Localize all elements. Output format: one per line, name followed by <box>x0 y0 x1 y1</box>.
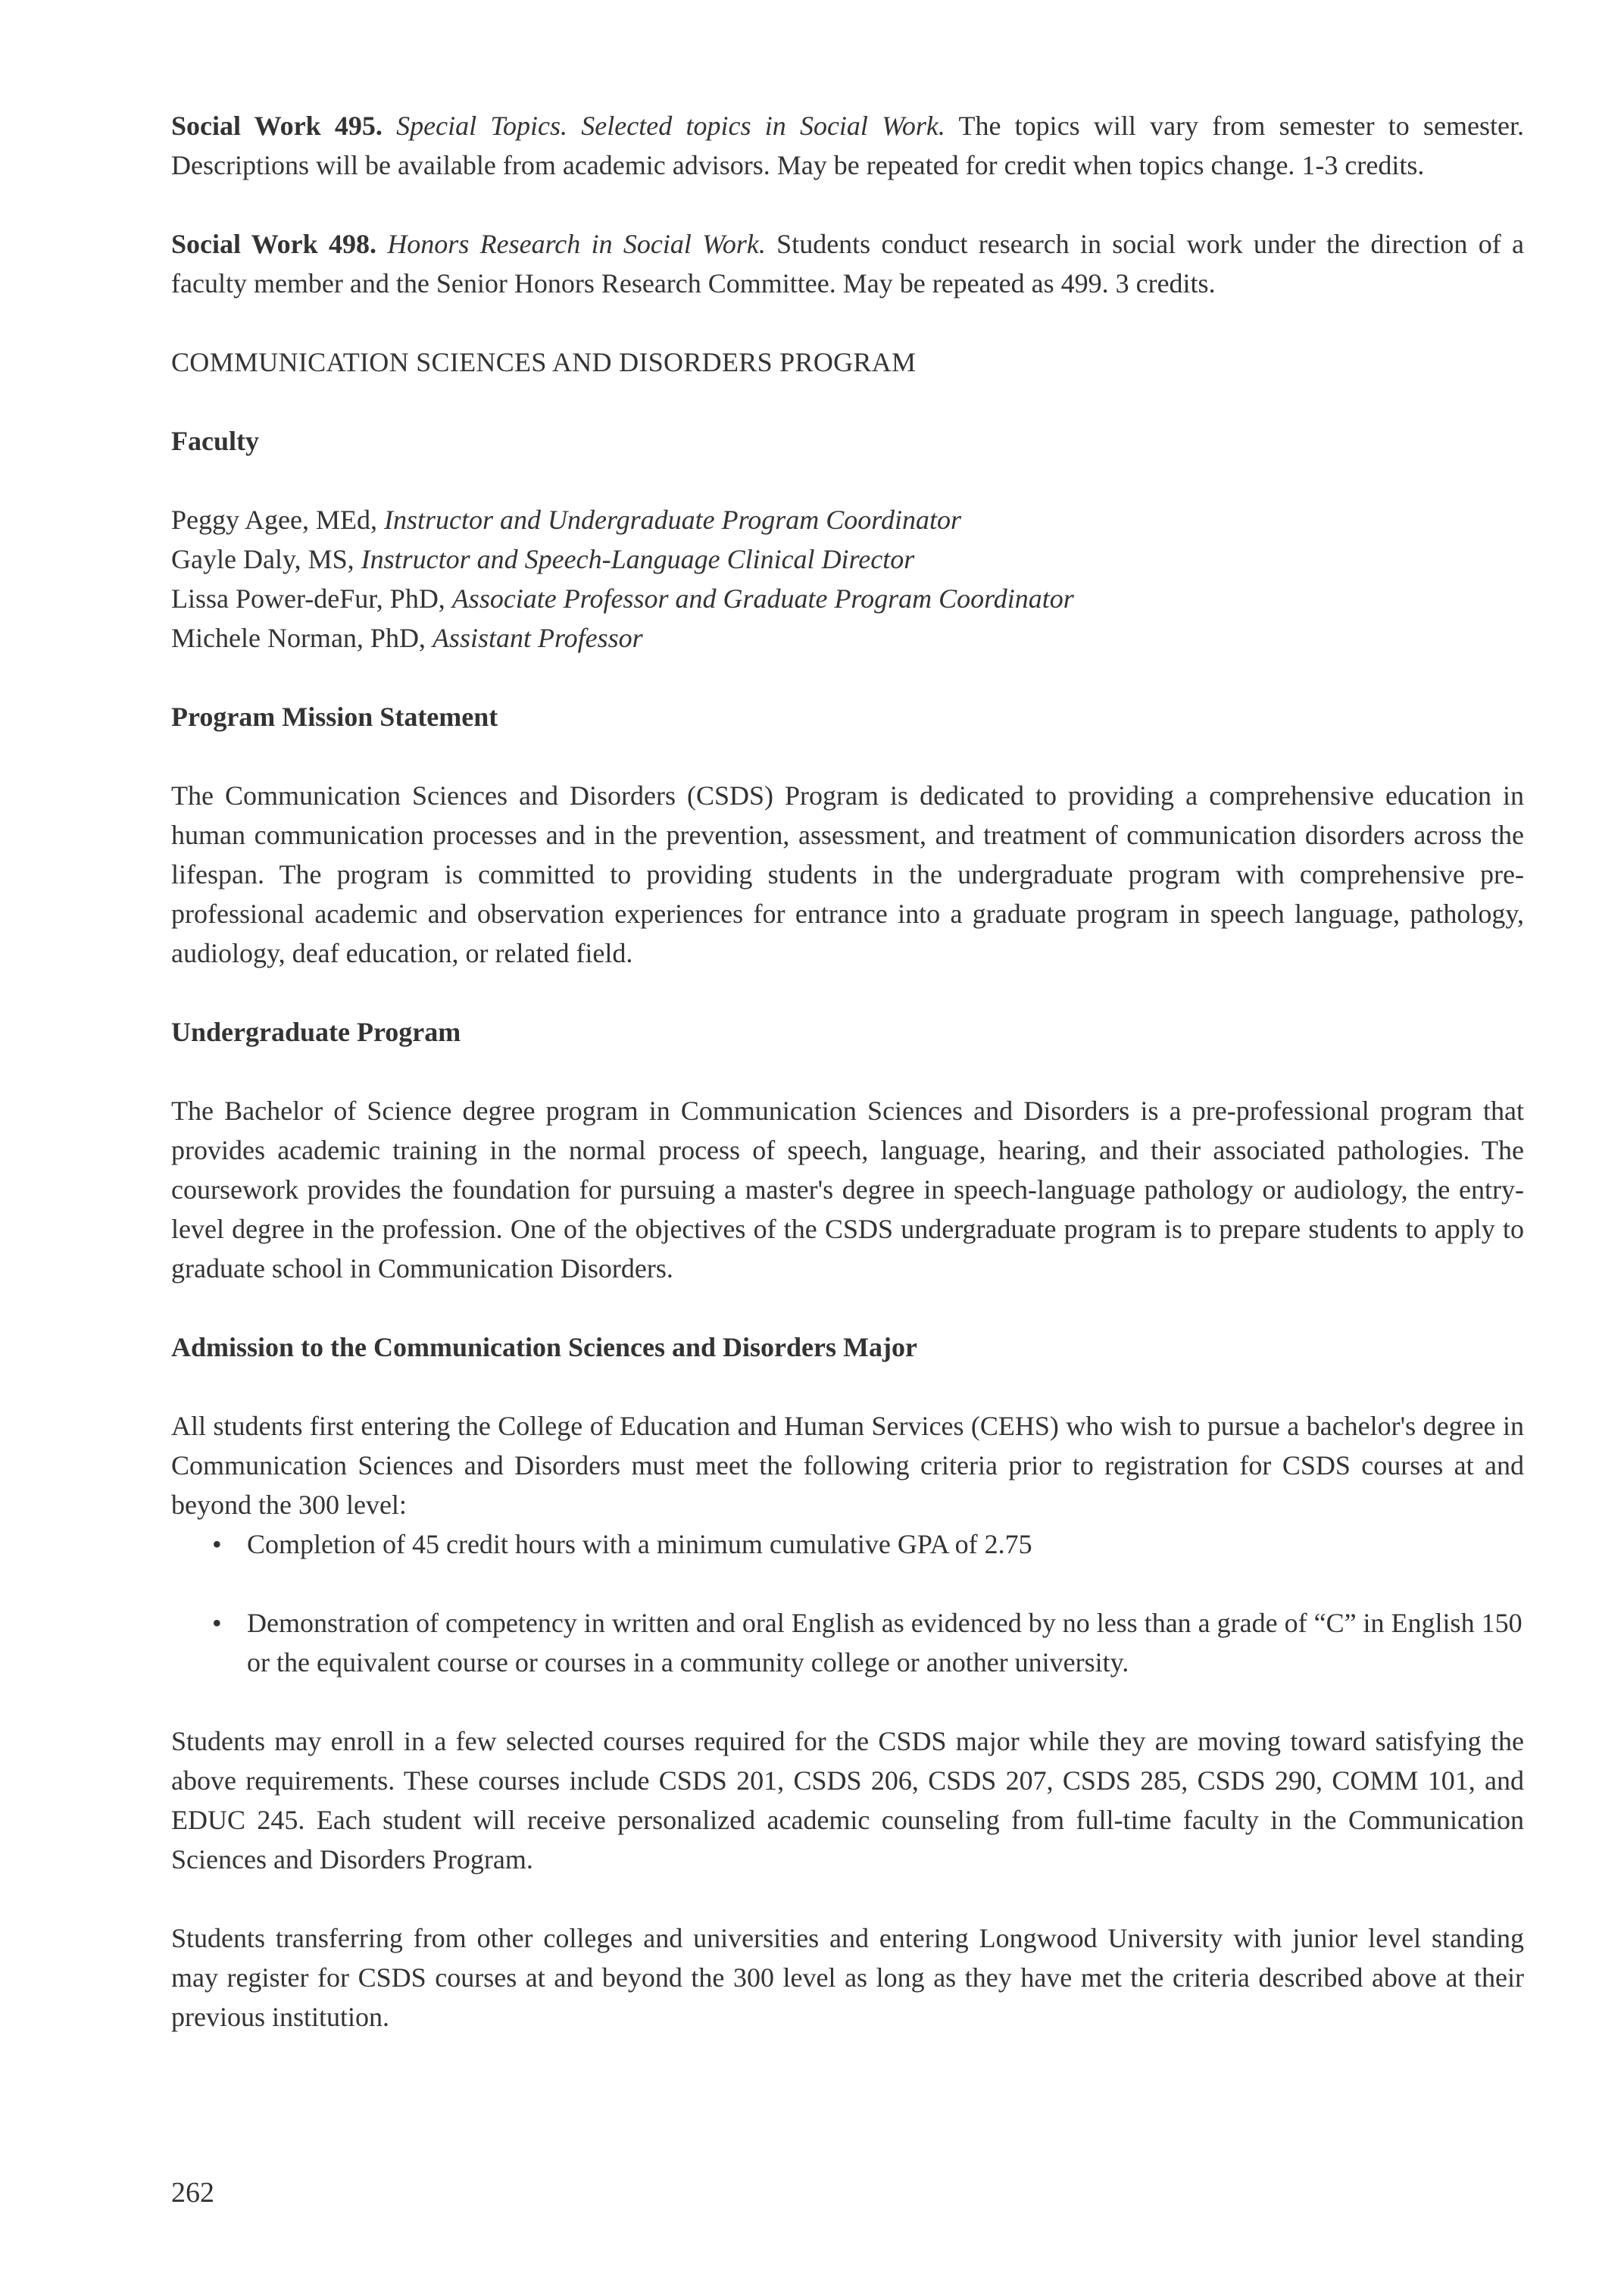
mission-body: The Communication Sciences and Disorders (CSDS) Program is dedicated to providing a comprehensive education in human communication processes and in the prevention, assessment, and treatment of communication disorders across the lifespan. The program is committed to providing students in the undergraduate program with comprehensive pre-professional academic and observation experiences for entrance into a graduate program in speech language, pathology, audiology, deaf education, or related field. <box>171 780 1524 968</box>
mission-heading: Program Mission Statement <box>171 702 498 732</box>
faculty-member <box>171 539 1524 579</box>
undergraduate-body: The Bachelor of Science degree program in Communication Sciences and Disorders is a pre-professional program that provides academic training in the normal process of speech, language, hearing, and their associated pathologies. The coursework provides the foundation for pursuing a master's degree in speech-language pathology or audiology, the entry-level degree in the profession. One of the objectives of the CSDS undergraduate program is to prepare students to apply to graduate school in Communication Disorders. <box>171 1096 1524 1284</box>
faculty-name: Michele Norman, PhD, <box>171 623 426 653</box>
faculty-name: Lissa Power-deFur, PhD, <box>171 583 445 614</box>
course-code: Social Work 495. <box>171 111 383 141</box>
admission-criteria-list <box>171 1524 1524 1682</box>
page-content <box>171 106 1524 2037</box>
list-item <box>171 1524 1524 1564</box>
undergraduate-heading: Undergraduate Program <box>171 1017 461 1047</box>
program-title: COMMUNICATION SCIENCES AND DISORDERS PROGRAM <box>171 347 917 377</box>
criterion-text: Completion of 45 credit hours with a minimum cumulative GPA of 2.75 <box>247 1529 1032 1559</box>
admission-heading: Admission to the Communication Sciences and Disorders Major <box>171 1332 917 1362</box>
faculty-heading: Faculty <box>171 426 259 456</box>
course-title: Honors Research in Social Work. <box>387 229 766 259</box>
faculty-member <box>171 500 1524 539</box>
enroll-note: Students may enroll in a few selected courses required for the CSDS major while they are moving toward satisfying the above requirements. These courses include CSDS 201, CSDS 206, CSDS 207, CSDS 285, CSDS 290, COMM 101, and EDUC 245. Each student will receive personalized academic counseling from full-time faculty in the Communication Sciences and Disorders Program. <box>171 1726 1524 1874</box>
bullet-icon: • <box>212 1529 222 1559</box>
faculty-member <box>171 618 1524 658</box>
bullet-icon: • <box>212 1608 222 1638</box>
course-description: Students conduct research in social work under the direction of a faculty member and the Senior Honors Research Committee. May be repeated as 499. 3 credits. <box>171 229 1524 299</box>
course-subtitle: Selected topics in Social Work. <box>581 111 945 141</box>
course-title: Special Topics. <box>396 111 568 141</box>
faculty-role: Assistant Professor <box>432 623 643 653</box>
page-number: 262 <box>171 2177 214 2209</box>
faculty-role: Instructor and Speech-Language Clinical Director <box>361 544 915 574</box>
faculty-list <box>171 500 1524 658</box>
course-code: Social Work 498. <box>171 229 376 259</box>
faculty-role: Associate Professor and Graduate Program Coordinator <box>451 583 1074 614</box>
faculty-role: Instructor and Undergraduate Program Coordinator <box>383 505 961 535</box>
course-social-work-495 <box>171 106 1524 185</box>
faculty-name: Gayle Daly, MS, <box>171 544 354 574</box>
faculty-name: Peggy Agee, MEd, <box>171 505 377 535</box>
list-item <box>171 1603 1524 1682</box>
admission-intro: All students first entering the College of Education and Human Services (CEHS) who wish to pursue a bachelor's degree in Communication Sciences and Disorders must meet the following criteria prior to registration for CSDS courses at and beyond the 300 level: <box>171 1411 1524 1520</box>
criterion-text: Demonstration of competency in written and oral English as evidenced by no less than a grade of “C” in English 150 or the equivalent course or courses in a community college or another university. <box>247 1608 1522 1677</box>
transfer-note: Students transferring from other colleges and universities and entering Longwood University with junior level standing may register for CSDS courses at and beyond the 300 level as long as they have met the criteria described above at their previous institution. <box>171 1923 1524 2032</box>
course-description: The topics will vary from semester to semester. Descriptions will be available from academic advisors. May be repeated for credit when topics change. 1-3 credits. <box>171 111 1525 180</box>
faculty-member <box>171 579 1524 618</box>
course-social-work-498 <box>171 224 1524 303</box>
